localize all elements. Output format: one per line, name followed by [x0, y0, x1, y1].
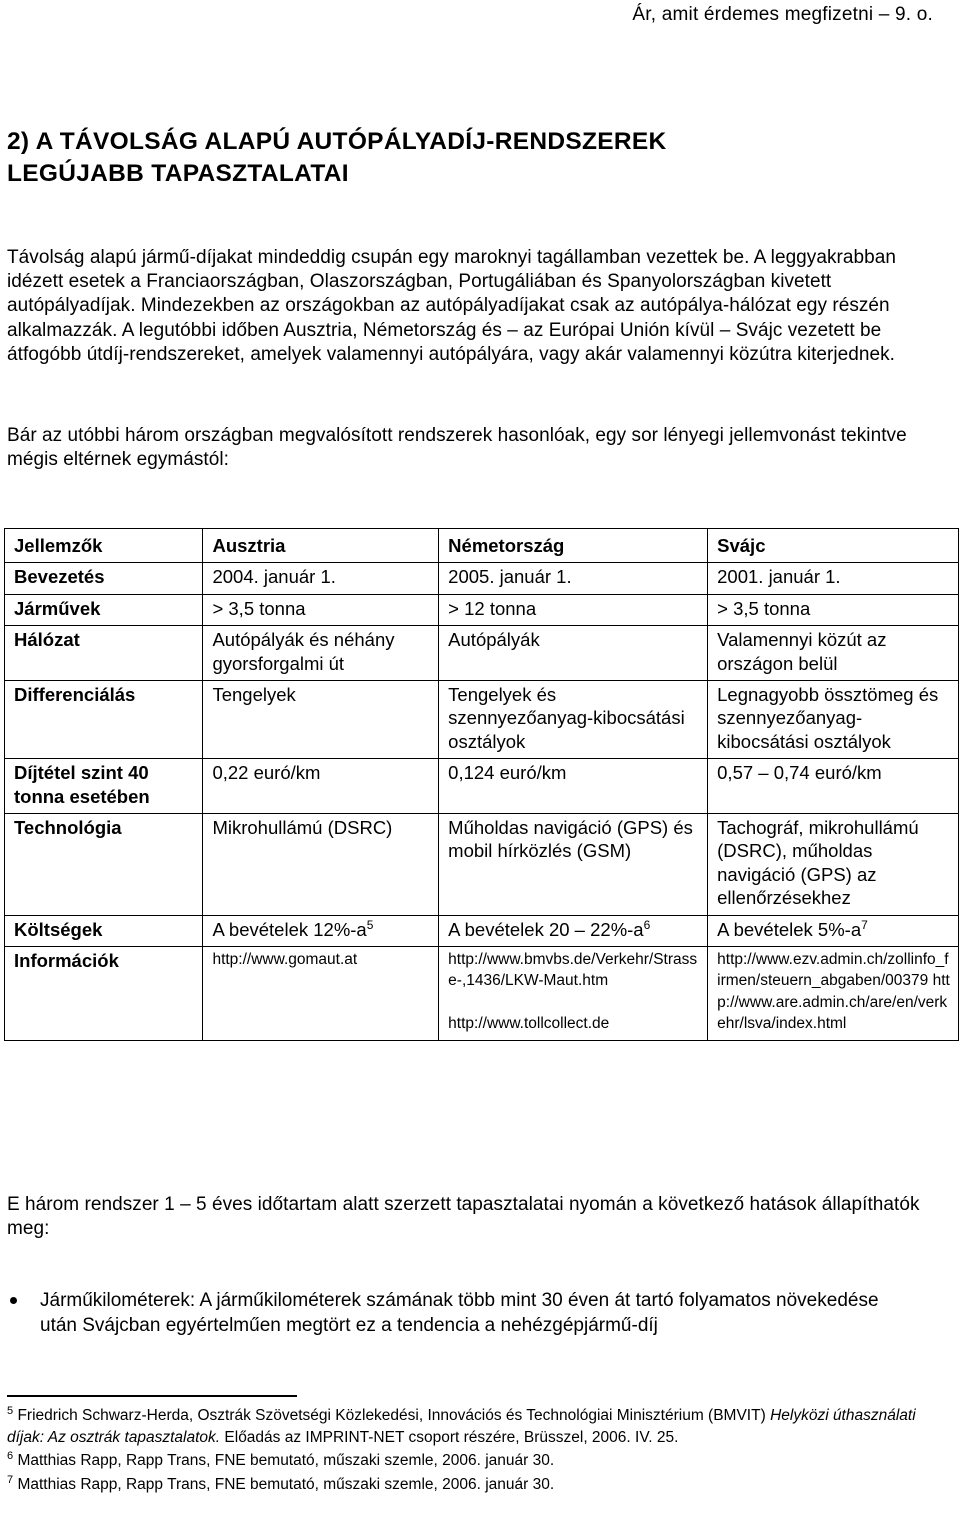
- effects-intro-paragraph: E három rendszer 1 – 5 éves időtartam alatt szerzett tapasztalatai nyomán a következő hatások állapíthatók meg:: [7, 1194, 920, 1240]
- row-label: Költségek: [5, 915, 203, 946]
- table-cell: 0,22 euró/km: [203, 759, 439, 814]
- row-label: Differenciálás: [5, 681, 203, 759]
- intro-paragraph: Távolság alapú jármű-díjakat mindeddig csupán egy maroknyi tagállamban vezettek be. A leggyakrabban idézett esetek a Franciaországban, Olaszországban, Portugáliában és Spanyolországban kivetett autópályadíjak. Mindezekben az országokban az autópályadíjakat csak az autópálya-hálózat egy részén alkalmazzák. A legutóbbi időben Ausztria, Németország és – az Európai Unión kívül – Svájc vezetett be átfogóbb útdíj-rendszereket, amelyek valamennyi autópályára, vagy akár valamennyi közútra kiterjednek.: [7, 247, 896, 365]
- table-cell: [708, 947, 959, 1041]
- table-cell: 2001. január 1.: [708, 563, 959, 594]
- footnote-7: [7, 1474, 940, 1496]
- table-cell: 2005. január 1.: [439, 563, 708, 594]
- cell-text: A bevételek 12%-a: [212, 918, 367, 940]
- table-row: [5, 915, 959, 946]
- footnote-ref[interactable]: 6: [643, 917, 651, 932]
- table-cell: > 3,5 tonna: [203, 594, 439, 625]
- table-cell: [439, 915, 708, 946]
- row-label: Hálózat: [5, 626, 203, 681]
- table-header-cell: Németország: [439, 529, 708, 563]
- footnote-text-rest: Előadás az IMPRINT-NET csoport részére, Brüsszel, 2006. IV. 25.: [224, 1428, 679, 1446]
- row-label: Technológia: [5, 814, 203, 916]
- bullet-text: Járműkilométerek: A járműkilométerek számának több mint 30 éven át tartó folyamatos növekedése után Svájcban egyértelműen megtört ez a tendencia a nehézgépjármű-díj: [40, 1290, 879, 1336]
- table-header-cell: Ausztria: [203, 529, 439, 563]
- row-label: Bevezetés: [5, 563, 203, 594]
- table-row: [5, 594, 959, 625]
- table-row: [5, 759, 959, 814]
- row-label: Járművek: [5, 594, 203, 625]
- footnote-italic-title: Helyközi úthasználati díjak: Az osztrák tapasztalatok.: [7, 1407, 916, 1446]
- footnote-5: [7, 1405, 940, 1448]
- footnotes: [7, 1405, 940, 1497]
- table-cell: [708, 915, 959, 946]
- footnote-ref[interactable]: 7: [861, 917, 868, 932]
- link-germany-bmvbs[interactable]: http://www.bmvbs.de/Verkehr/Strasse-,1436/LKW-Maut.htm: [448, 951, 698, 990]
- table-header-row: [5, 529, 959, 563]
- comparison-intro-paragraph: Bár az utóbbi három országban megvalósított rendszerek hasonlóak, egy sor lényegi jellemvonást tekintve mégis eltérnek egymástól:: [7, 425, 907, 471]
- table-row: [5, 626, 959, 681]
- table-header-cell: Jellemzők: [5, 529, 203, 563]
- link-swiss-ezv[interactable]: http://www.ezv.admin.ch/zollinfo_firmen/steuern_abgaben/00379: [717, 951, 949, 990]
- table-cell: Tengelyek: [203, 681, 439, 759]
- bullet-item: [7, 1288, 920, 1338]
- table-cell: Műholdas navigáció (GPS) és mobil hírközlés (GSM): [439, 814, 708, 916]
- row-label: Információk: [5, 947, 203, 1041]
- table-row: [5, 563, 959, 594]
- comparison-table: [4, 528, 959, 1041]
- cell-text: A bevételek 20 – 22%-a: [448, 918, 644, 940]
- row-label: Díjtétel szint 40 tonna esetében: [5, 759, 203, 814]
- footnote-text: Matthias Rapp, Rapp Trans, FNE bemutató, műszaki szemle, 2006. január 30.: [17, 1475, 555, 1493]
- table-row: [5, 947, 959, 1041]
- running-header: Ár, amit érdemes megfizetni – 9. o.: [632, 4, 933, 25]
- table-row: [5, 681, 959, 759]
- section-title-line-1: 2) A TÁVOLSÁG ALAPÚ AUTÓPÁLYADÍJ-RENDSZEREK: [7, 128, 667, 155]
- footnote-separator: [7, 1395, 297, 1397]
- footnote-6: [7, 1450, 940, 1472]
- table-cell: Tengelyek és szennyezőanyag-kibocsátási osztályok: [439, 681, 708, 759]
- section-title: [7, 126, 667, 190]
- footnote-text: Matthias Rapp, Rapp Trans, FNE bemutató, műszaki szemle, 2006. január 30.: [17, 1452, 555, 1469]
- table-cell: Valamennyi közút az országon belül: [708, 626, 959, 681]
- table-cell: > 3,5 tonna: [708, 594, 959, 625]
- table-cell: Autópályák: [439, 626, 708, 681]
- footnote-ref[interactable]: 5: [366, 917, 374, 932]
- bullet-icon: [10, 1297, 17, 1304]
- table-row: [5, 814, 959, 916]
- footnote-number: 6: [7, 1449, 14, 1462]
- table-cell: Tachográf, mikrohullámú (DSRC), műholdas navigáció (GPS) az ellenőrzésekhez: [708, 814, 959, 916]
- table-header-cell: Svájc: [708, 529, 959, 563]
- table-cell: [203, 915, 439, 946]
- footnote-number: 7: [7, 1473, 14, 1486]
- table-cell: 0,124 euró/km: [439, 759, 708, 814]
- table-cell: Legnagyobb össztömeg és szennyezőanyag-kibocsátási osztályok: [708, 681, 959, 759]
- table-cell: > 12 tonna: [439, 594, 708, 625]
- table-cell: [203, 947, 439, 1041]
- section-title-line-2: LEGÚJABB TAPASZTALATAI: [7, 160, 349, 187]
- table-cell: [439, 947, 708, 1041]
- table-cell: 0,57 – 0,74 euró/km: [708, 759, 959, 814]
- link-germany-tollcollect[interactable]: http://www.tollcollect.de: [448, 1014, 610, 1032]
- footnote-number: 5: [7, 1404, 14, 1417]
- cell-text: A bevételek 5%-a: [717, 918, 862, 940]
- footnote-text: Friedrich Schwarz-Herda, Osztrák Szövetségi Közlekedési, Innovációs és Technológiai Minisztérium (BMVIT): [17, 1407, 766, 1424]
- link-swiss-are[interactable]: http://www.are.admin.ch/are/en/verkehr/lsva/index.html: [717, 972, 950, 1032]
- link-austria[interactable]: http://www.gomaut.at: [212, 951, 358, 969]
- table-cell: Autópályák és néhány gyorsforgalmi út: [203, 626, 439, 681]
- table-cell: 2004. január 1.: [203, 563, 439, 594]
- table-cell: Mikrohullámú (DSRC): [203, 814, 439, 916]
